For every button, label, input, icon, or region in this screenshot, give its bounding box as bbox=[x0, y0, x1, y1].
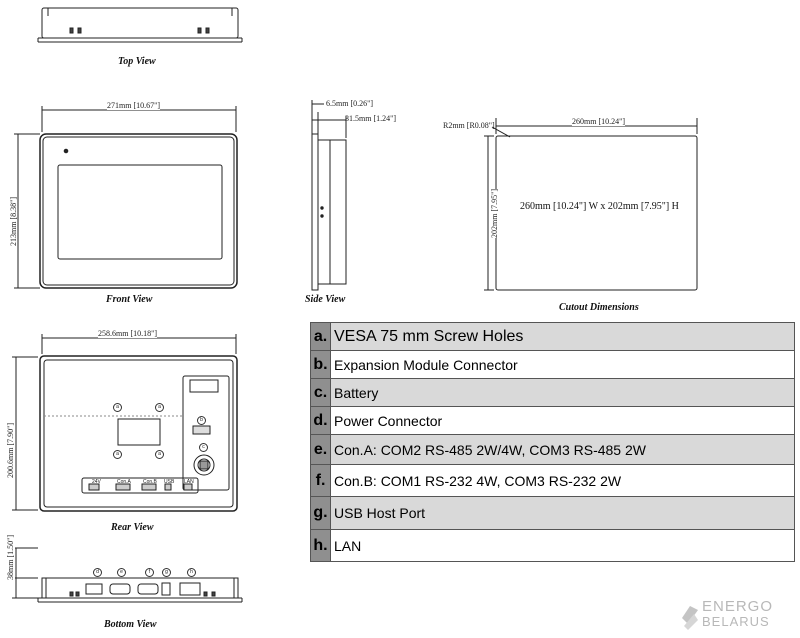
legend-key: h. bbox=[311, 530, 331, 561]
logo-mark-icon bbox=[680, 600, 700, 630]
legend-key: d. bbox=[311, 407, 331, 434]
logo-line-1: ENERGO bbox=[702, 598, 774, 615]
rear-height-dim: 200.6mm [7.90"] bbox=[6, 422, 15, 478]
legend-label: Con.A: COM2 RS-485 2W/4W, COM3 RS-485 2W bbox=[331, 435, 794, 464]
marker-f: f bbox=[145, 568, 154, 577]
side-view-caption: Side View bbox=[305, 294, 346, 305]
marker-a-bottom-right: a bbox=[155, 450, 164, 459]
legend-row bbox=[311, 351, 794, 379]
marker-d: d bbox=[93, 568, 102, 577]
side-view-drawing bbox=[312, 100, 346, 290]
cutout-width-dim: 260mm [10.24"] bbox=[572, 117, 626, 126]
top-view-drawing bbox=[38, 8, 242, 42]
rear-width-dim: 258.6mm [10.18"] bbox=[98, 329, 158, 338]
lan-port-label: LAN bbox=[184, 479, 194, 485]
rear-view-caption: Rear View bbox=[111, 522, 154, 533]
legend-row bbox=[311, 407, 794, 435]
legend-label: Con.B: COM1 RS-232 4W, COM3 RS-232 2W bbox=[331, 465, 794, 496]
cutout-size-text: 260mm [10.24"] W x 202mm [7.95"] H bbox=[520, 201, 679, 212]
cutout-radius-dim: R2mm [R0.08"] bbox=[443, 121, 495, 130]
legend-row bbox=[311, 530, 794, 561]
side-thin-dim: 6.5mm [0.26"] bbox=[326, 99, 374, 108]
con-a-port-label: Con.A bbox=[117, 479, 131, 485]
front-view-drawing bbox=[14, 106, 237, 288]
legend-label: Power Connector bbox=[331, 407, 794, 434]
power-port-label: 24V bbox=[92, 479, 101, 485]
legend-label: USB Host Port bbox=[331, 497, 794, 529]
front-width-dim: 271mm [10.67"] bbox=[107, 101, 161, 110]
cutout-caption: Cutout Dimensions bbox=[559, 302, 639, 313]
logo-line-2: BELARUS bbox=[702, 614, 770, 629]
legend-label: Expansion Module Connector bbox=[331, 351, 794, 378]
legend-key: a. bbox=[311, 323, 331, 350]
marker-b: b bbox=[197, 416, 206, 425]
bottom-depth-dim: 38mm [1.50"] bbox=[6, 534, 15, 580]
usb-port-label: USB bbox=[164, 479, 175, 485]
marker-c: c bbox=[199, 443, 208, 452]
marker-a-bottom-left: a bbox=[113, 450, 122, 459]
legend-row bbox=[311, 465, 794, 497]
legend-label: Battery bbox=[331, 379, 794, 406]
legend-row bbox=[311, 323, 794, 351]
legend-row bbox=[311, 497, 794, 530]
legend-table bbox=[310, 322, 795, 562]
con-b-port-label: Con.B bbox=[143, 479, 157, 485]
bottom-view-caption: Bottom View bbox=[104, 619, 157, 630]
legend-row bbox=[311, 435, 794, 465]
marker-e: e bbox=[117, 568, 126, 577]
marker-a-top-right: a bbox=[155, 403, 164, 412]
legend-key: e. bbox=[311, 435, 331, 464]
legend-key: b. bbox=[311, 351, 331, 378]
front-view-caption: Front View bbox=[106, 294, 153, 305]
front-height-dim: 213mm [8.38"] bbox=[9, 196, 18, 246]
legend-key: g. bbox=[311, 497, 331, 529]
marker-g: g bbox=[162, 568, 171, 577]
legend-key: c. bbox=[311, 379, 331, 406]
marker-a-top-left: a bbox=[113, 403, 122, 412]
energo-belarus-logo bbox=[680, 598, 795, 632]
legend-label: VESA 75 mm Screw Holes bbox=[331, 323, 794, 350]
legend-key: f. bbox=[311, 465, 331, 496]
legend-label: LAN bbox=[331, 530, 794, 561]
legend-row bbox=[311, 379, 794, 407]
top-view-caption: Top View bbox=[118, 56, 156, 67]
marker-h: h bbox=[187, 568, 196, 577]
side-depth-dim: 31.5mm [1.24"] bbox=[345, 114, 397, 123]
cutout-height-dim: 202mm [7.95"] bbox=[490, 188, 499, 238]
bottom-view-drawing bbox=[12, 548, 242, 602]
